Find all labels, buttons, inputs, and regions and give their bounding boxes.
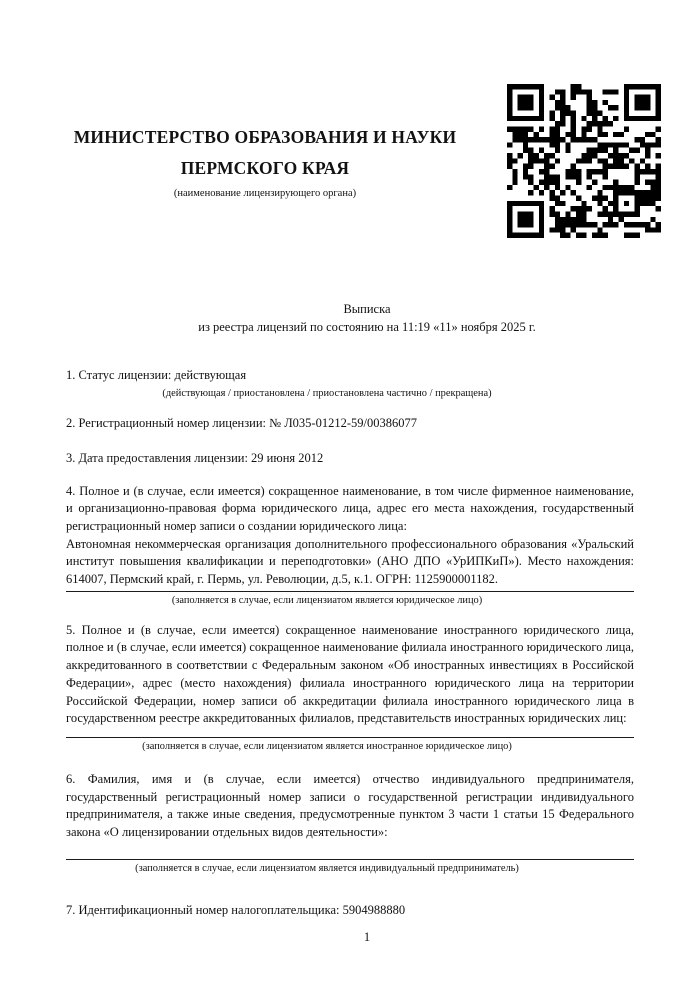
legal-entity-statement: 4. Полное и (в случае, если имеется) сокращенное наименование, в том числе фирменное наименование, и организационно-правовая форма юридического лица, адрес его места нахождения, государственный регистрационный номер записи о создании юридического лица: [66,483,634,533]
item-legal-entity [66,483,634,608]
document-title [100,301,634,336]
foreign-entity-hint: (заполняется в случае, если лицензиатом является иностранное юридическое лицо) [142,740,512,752]
item-license-status [66,367,634,401]
item-individual-entrepreneur [66,771,634,876]
registration-number-text: 2. Регистрационный номер лицензии: № Л035-01212-59/00386077 [66,416,417,431]
item-inn [66,902,634,920]
licensing-authority-hint: (наименование лицензирующего органа) [173,188,357,199]
foreign-entity-answer-underline [66,728,634,738]
qr-code-icon [507,84,661,238]
individual-entrepreneur-answer-underline [66,842,634,860]
page-number: 1 [363,930,371,945]
foreign-entity-statement: 5. Полное и (в случае, если имеется) сокращенное наименование иностранного юридического лица, полное и (в случае, если имеется) сокращенное наименование филиала иностранного юридического лица, аккредитованного в соответствии с Федеральным законом «Об иностранных инвестициях в Российской Федерации», адрес (место нахождения) филиала иностранного юридического лица на территории Российской Федерации, номер записи об аккредитации филиала иностранного юридического лица в государственном реестре аккредитованных филиалов, представительств иностранных юридических лиц: [66,622,634,726]
licensing-authority-name [40,122,490,201]
legal-entity-answer: Автономная некоммерческая организация дополнительного профессионального образования «Уральский институт повышения квалификации и переподготовки» (АНО ДПО «УрИПКиП»). Место нахождения: 614007, Пермский край, г. Пермь, ул. Революции, д.5, к.1. ОГРН: 1125900001182. [66,536,634,587]
item-grant-date [66,450,634,468]
item-foreign-entity [66,622,634,754]
legal-entity-answer-underline [66,590,634,592]
license-status-hint: (действующая / приостановлена / приостановлена частично / прекращена) [162,388,492,400]
individual-entrepreneur-hint: (заполняется в случае, если лицензиатом является индивидуальный предприниматель) [135,862,519,874]
document-body [66,301,634,947]
document-title-line1: Выписка [343,302,391,316]
grant-date-text: 3. Дата предоставления лицензии: 29 июня 2012 [66,450,324,465]
item-registration-number [66,415,634,433]
individual-entrepreneur-statement: 6. Фамилия, имя и (в случае, если имеется) отчество индивидуального предпринимателя, государственный регистрационный номер записи о государственной регистрации индивидуального предпринимателя, а также иные сведения, предусмотренные пунктом 3 части 1 статьи 15 Федерального закона «О лицензировании отдельных видов деятельности»: [66,771,634,840]
ministry-name-line1: МИНИСТЕРСТВО ОБРАЗОВАНИЯ И НАУКИ [73,127,457,147]
ministry-name-line2: ПЕРМСКОГО КРАЯ [180,158,350,178]
document-title-line2: из реестра лицензий по состоянию на 11:19 «11» ноября 2025 г. [198,319,536,334]
legal-entity-hint: (заполняется в случае, если лицензиатом является юридическое лицо) [171,594,483,606]
license-status-text: 1. Статус лицензии: действующая [66,368,247,383]
inn-text: 7. Идентификационный номер налогоплательщика: 5904988880 [66,902,406,917]
